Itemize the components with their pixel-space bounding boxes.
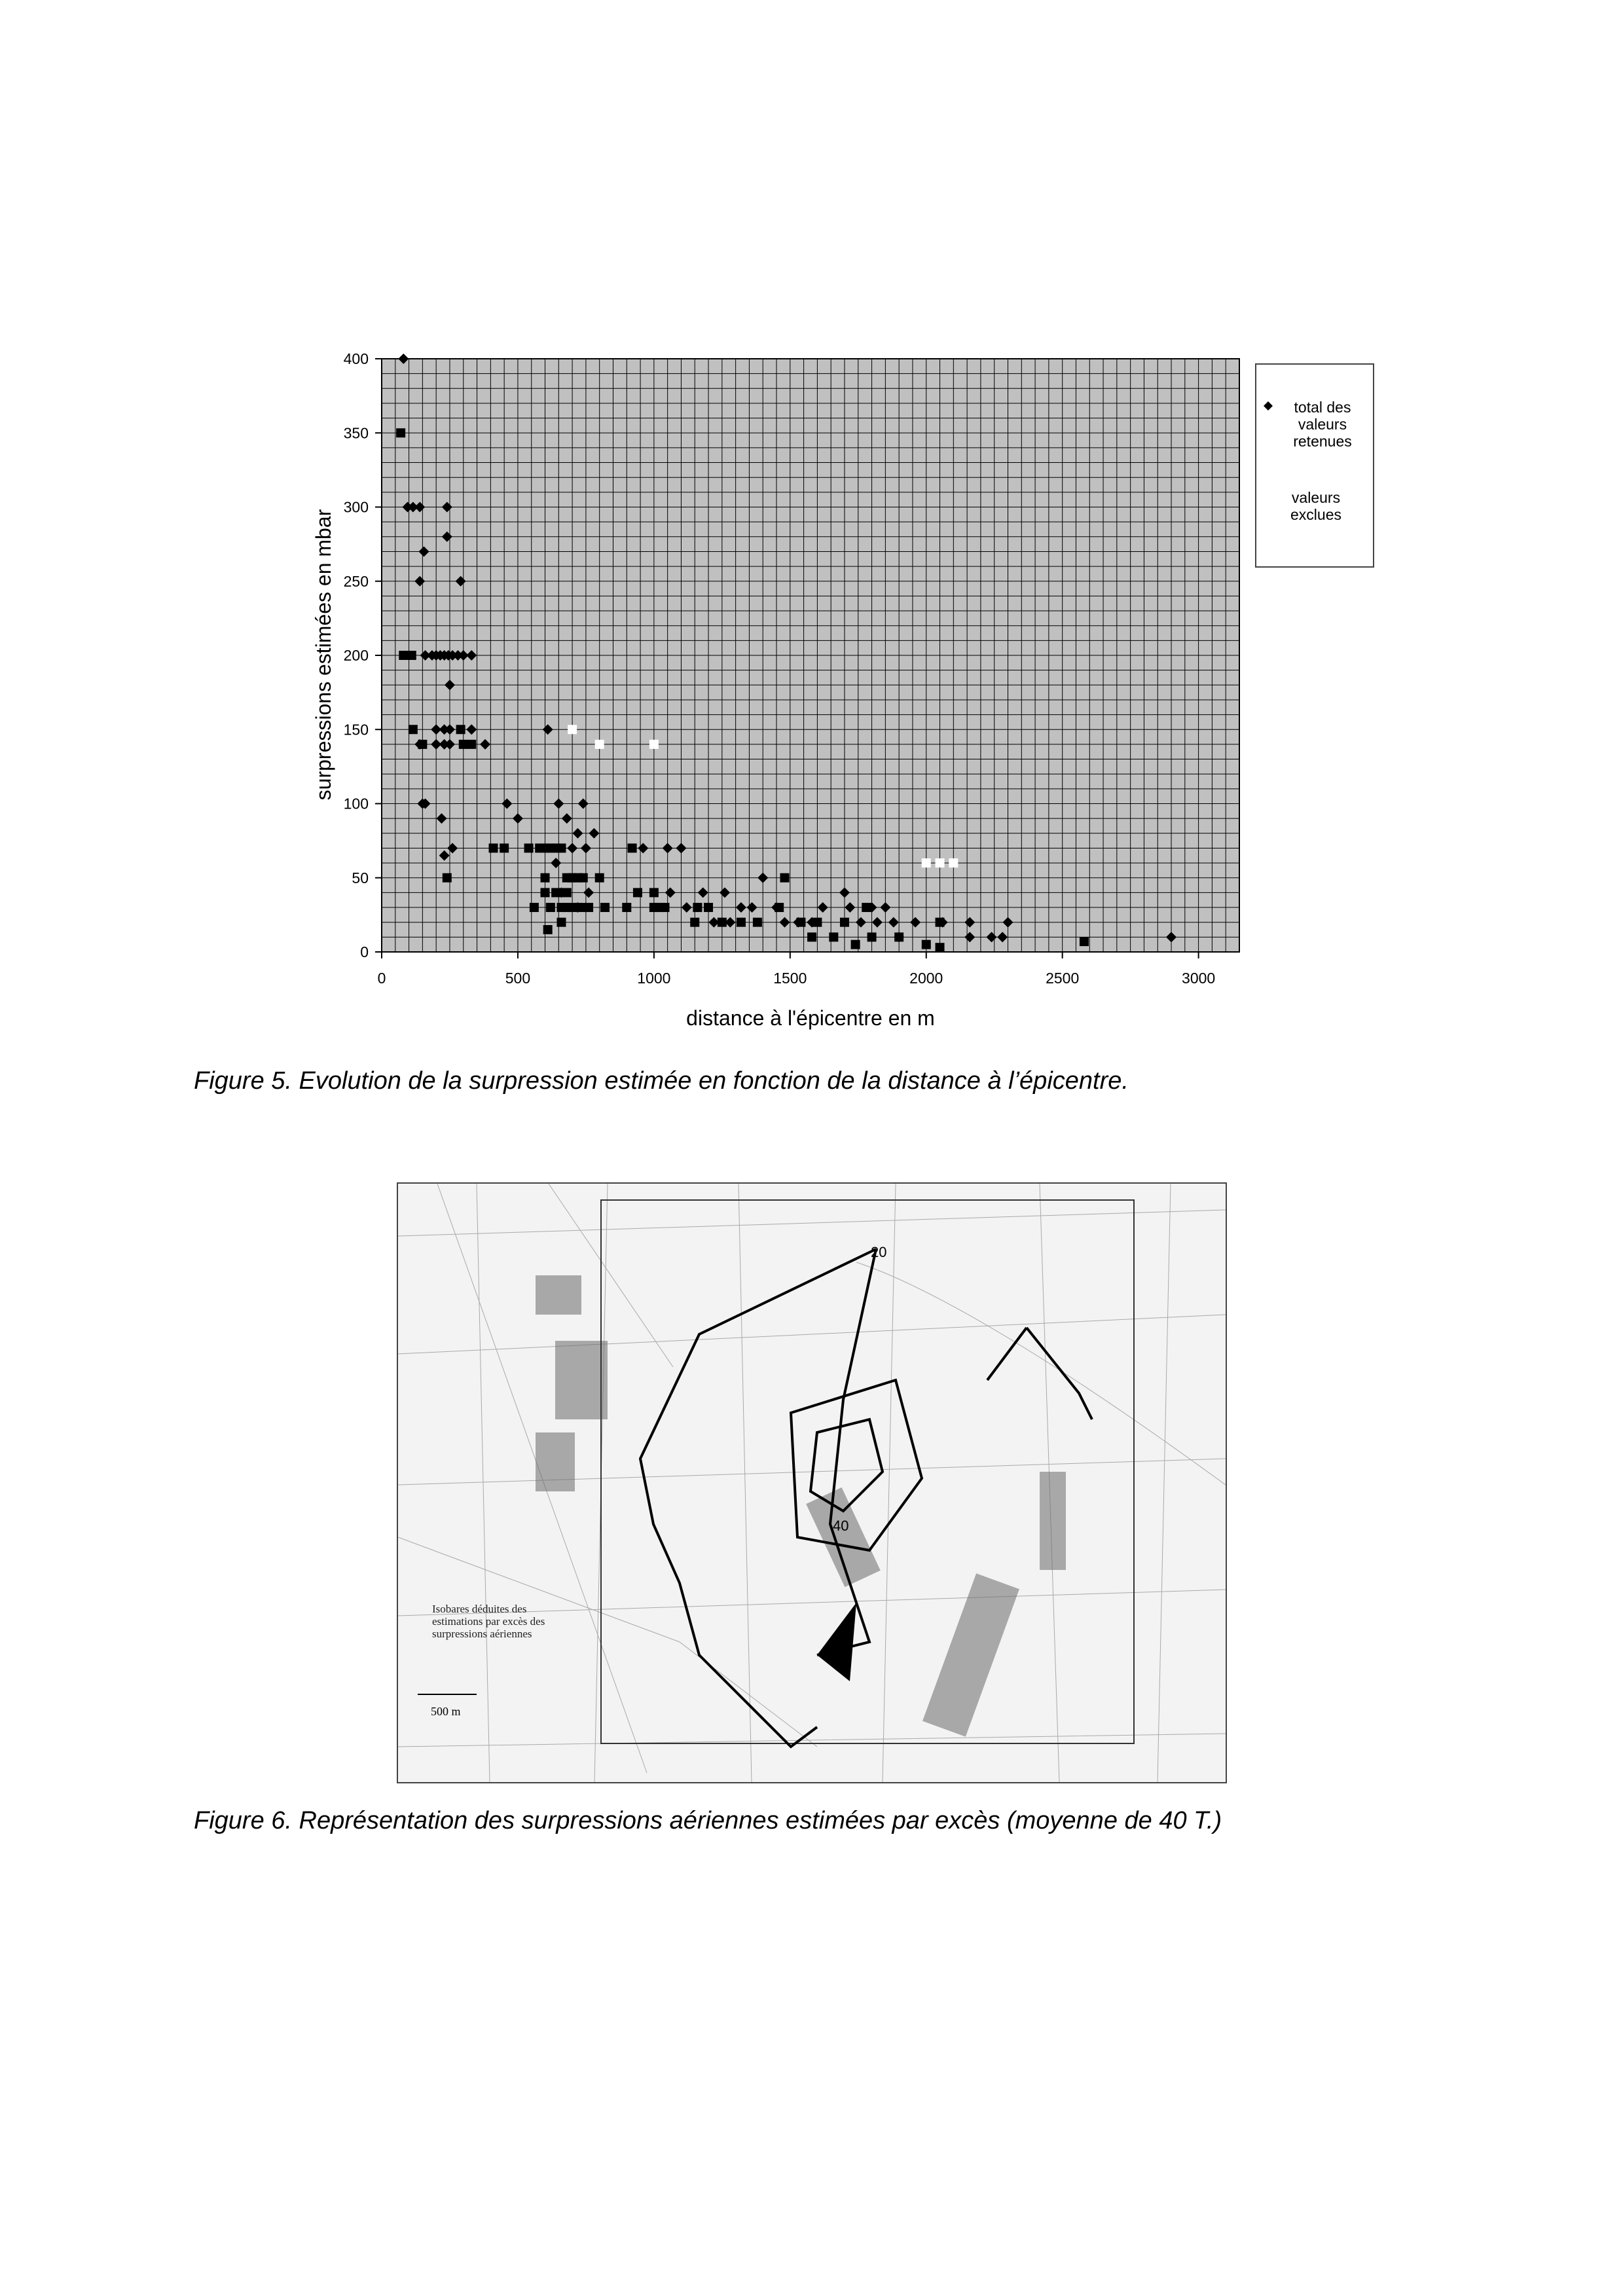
data-point-square [541,888,550,897]
y-tick-label: 50 [352,869,369,886]
data-point-square [780,873,789,883]
data-point-square [443,873,452,883]
map-note: Isobares déduites des estimations par excès des surpressions aériennes [432,1603,545,1640]
x-axis [378,952,1216,987]
data-point-square [409,725,418,734]
legend-box [1256,364,1374,567]
data-point-exclue [949,858,958,867]
data-point-square [936,943,945,952]
data-point-square [812,918,822,927]
data-point-exclue [649,740,659,749]
data-point-square [562,888,572,897]
isobar-map [397,1182,1227,1783]
x-tick-label: 2500 [1046,970,1080,987]
data-point-square [753,918,762,927]
data-point-square [851,940,860,949]
data-point-square [936,918,945,927]
data-point-exclue [922,858,931,867]
data-point-square [556,843,566,852]
legend-label-exclues: valeurs exclues [1290,489,1341,523]
x-tick-label: 1000 [637,970,671,987]
figure6-caption: Figure 6. Représentation des surpressions aériennes estimées par excès (moyenne de 40 T.) [194,1807,1222,1834]
data-point-square [867,932,877,941]
y-tick-label: 250 [343,572,369,590]
x-tick-label: 500 [505,970,531,987]
map-drawing [398,1184,1226,1782]
data-point-square [840,918,849,927]
legend [1256,364,1374,567]
data-point-square [568,903,577,912]
data-point-exclue [936,858,945,867]
data-point-square [862,903,871,912]
data-point-exclue [568,725,577,734]
grid [382,359,1239,952]
data-point-square [407,651,416,660]
data-point-square [530,903,539,912]
data-point-square [595,873,604,883]
scale-label: 500 m [431,1705,461,1718]
data-point-square [737,918,746,927]
data-point-square [456,725,465,734]
data-point-square [551,888,560,897]
data-point-square [796,918,805,927]
data-point-square [718,918,727,927]
data-point-square [649,888,659,897]
isobar-label-40: 40 [833,1518,849,1534]
data-point-square [693,903,702,912]
data-point-square [489,843,498,852]
x-tick-label: 3000 [1182,970,1216,987]
data-point-square [576,903,585,912]
y-tick-label: 200 [343,647,369,664]
scatter-chart [0,0,1623,1061]
data-point-square [459,740,468,749]
isobar-label-20: 20 [871,1244,887,1260]
data-point-square [775,903,784,912]
y-tick-label: 150 [343,721,369,738]
y-tick-label: 0 [360,943,369,960]
data-point-square [704,903,713,912]
data-point-square [500,843,509,852]
data-point-square [922,940,931,949]
x-tick-label: 1500 [773,970,807,987]
data-point-square [543,925,553,934]
data-point-square [579,873,588,883]
data-point-square [894,932,903,941]
data-point-square [690,918,699,927]
y-tick-label: 300 [343,498,369,516]
x-tick-label: 2000 [909,970,943,987]
x-axis-label: distance à l'épicentre en m [686,1006,935,1030]
data-point-square [661,903,670,912]
data-point-square [467,740,476,749]
data-point-square [418,740,427,749]
figure5-caption: Figure 5. Evolution de la surpression estimée en fonction de la distance à l’épicentre. [194,1067,1129,1095]
data-point-square [1080,937,1089,946]
data-point-square [546,903,555,912]
y-tick-label: 100 [343,795,369,812]
data-point-square [396,428,405,437]
x-tick-label: 0 [377,970,386,987]
legend-label-retenues: total des valeurs retenues [1293,399,1352,450]
data-point-square [399,651,408,660]
y-axis [344,350,382,960]
data-point-exclue [595,740,604,749]
data-point-square [633,888,642,897]
data-point-square [556,918,566,927]
data-point-square [584,903,593,912]
data-point-square [541,873,550,883]
y-tick-label: 350 [343,424,369,442]
data-point-square [628,843,637,852]
y-tick-label: 400 [343,350,369,367]
y-axis-label: surpressions estimées en mbar [312,509,335,801]
data-point-square [622,903,631,912]
data-point-square [600,903,610,912]
data-point-square [829,932,838,941]
data-point-square [807,932,816,941]
data-point-square [524,843,534,852]
